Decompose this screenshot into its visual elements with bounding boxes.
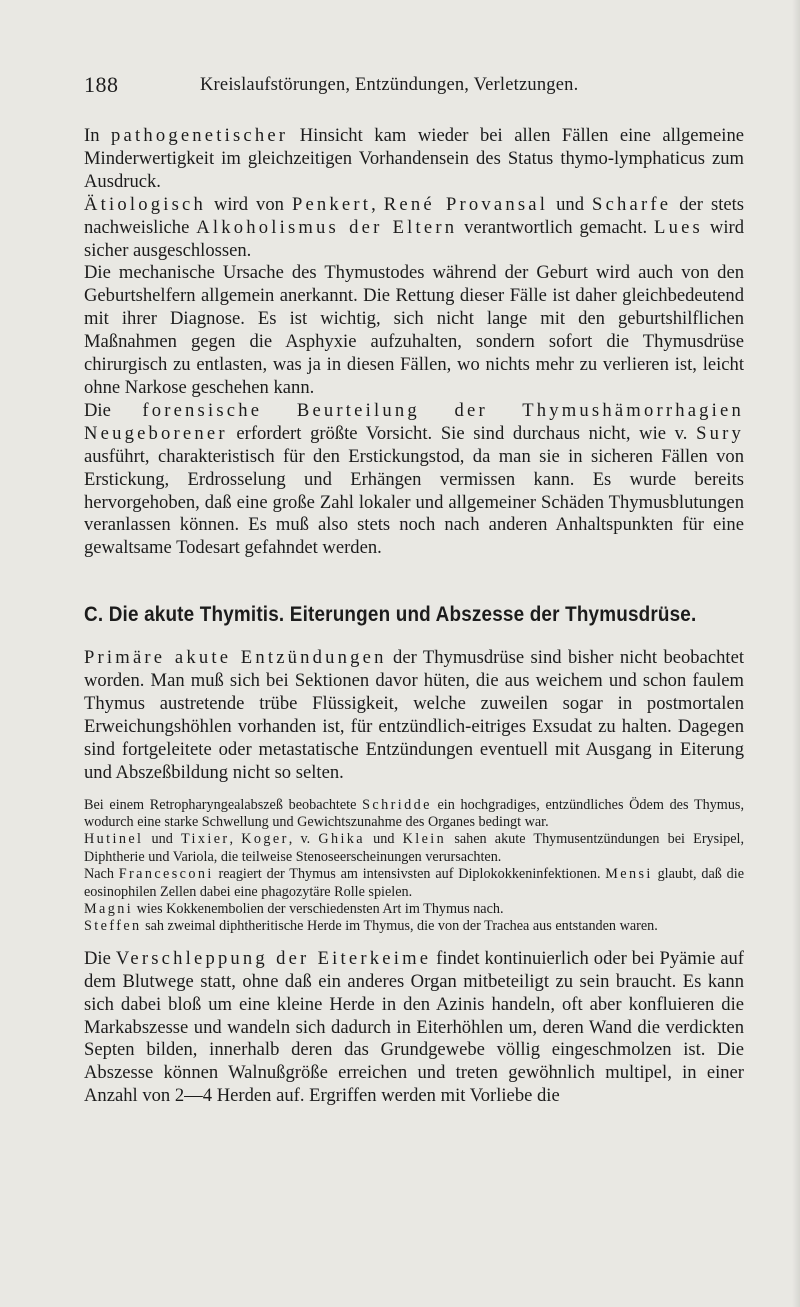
text-run: Nach (84, 866, 119, 883)
small-print-notes (84, 797, 744, 936)
text-run: ein hochgradiges, entzündliches Ödem des Thymus, wodurch eine starke Schwellung und Gewichtszunahme des Organes bedingt war. (84, 796, 744, 830)
paragraph (84, 948, 744, 1108)
author-name: Schridde (362, 796, 432, 813)
text-run: In (84, 125, 112, 146)
author-name: Klein (402, 831, 447, 848)
author-name: Magni (84, 901, 134, 917)
text-run: ausführt, charakteristisch für den Erstickungstod, da man sie in sicheren Fällen von Erstickung, Erdrosselung und Erhängen vermissen kann. Es wurde bereits hervorgehoben, daß eine große Zahl lokaler und allgemeiner Schäden Thymusblutungen veranlassen können. Es muß also stets noch nach anderen Anhaltspunkten für eine gewaltsame Todesart gefahndet werden. (84, 445, 744, 559)
note-paragraph (84, 797, 744, 832)
text-run: und (143, 831, 181, 848)
spaced-term: Ätiologisch (84, 193, 206, 215)
text-run: , (371, 193, 384, 215)
text-run: Die (84, 947, 116, 969)
author-name: Penkert (291, 193, 372, 215)
page-edge-shadow (792, 0, 800, 1307)
text-run: wies Kokkenembolien der verschiedensten Art im Thymus nach. (133, 901, 504, 917)
spaced-term: Verschleppung der Eiterkeime (115, 947, 432, 969)
author-name: Hutinel (84, 831, 144, 848)
text-run: und (365, 831, 403, 848)
spaced-term: Lues (654, 216, 703, 238)
author-name: Tixier (180, 831, 230, 848)
text-run: verantwortlich gemacht. (457, 216, 655, 238)
page-number: 188 (84, 72, 119, 97)
page-header (84, 72, 744, 103)
author-name: Mensi (605, 866, 653, 883)
section-heading: C. Die akute Thymitis. Eiterungen und Abszesse der Thymusdrüse. (84, 603, 697, 627)
author-name: Sury (696, 422, 744, 444)
spaced-term: Primäre akute Entzündungen (84, 647, 387, 669)
paragraph (84, 125, 744, 194)
paragraph: Die mechanische Ursache des Thymustodes während der Geburt wird auch von den Geburtshelfern allgemein anerkannt. Die Rettung dieser Fälle ist daher gleichbedeutend mit ihrer Diagnose. Es ist wichtig, sich nicht lange mit den geburtshilflichen Maßnahmen gegen die Asphyxie aufzuhalten, sondern sofort die Thymusdrüse chirurgisch zu entlasten, was ja in diesen Fällen, wo nichts mehr zu verlieren ist, leicht ohne Narkose geschehen kann. (84, 262, 744, 398)
text-run: findet kontinuierlich oder bei Pyämie auf dem Blutwege statt, ohne daß ein anderes Organ mitbeteiligt zu sein braucht. Es kann sich dabei bloß um eine kleine Herde in den Azinis handeln, oft aber konfluieren die Markabszesse und wandeln sich dadurch in Eiterhöhlen um, deren Wand die verdickten Septen bilden, innerhalb deren das Grundgewebe völlig eingeschmolzen ist. Die Abszesse können Walnußgröße erreichen und treten gewöhnlich multipel, in einer Anzahl von 2—4 Herden auf. Ergriffen werden mit Vorliebe die (84, 947, 744, 1107)
text-run: , v. (288, 831, 319, 848)
text-run: wird sicher ausgeschlossen. (84, 216, 745, 261)
paragraph (84, 647, 744, 784)
author-name: Koger (241, 831, 289, 848)
text-run: glaubt, daß die eosinophilen Zellen dabei eine phagozytäre Rolle spielen. (84, 866, 745, 900)
text-run: Bei einem Retropharyngealabszeß beobachtete (84, 796, 363, 813)
running-title: Kreislaufstörungen, Entzündungen, Verletzungen. (200, 75, 579, 95)
note-paragraph (84, 901, 744, 918)
note-paragraph (84, 918, 744, 935)
text-run: reagiert der Thymus am intensivsten auf Diplokokkeninfektionen. (213, 866, 606, 883)
text-run: sah zweimal diphtheritische Herde im Thymus, die von der Trachea aus entstanden waren. (141, 918, 658, 935)
main-text (84, 125, 744, 1108)
paragraph (84, 194, 744, 263)
spaced-term: pathogenetischer (111, 125, 289, 146)
text-run: wird von (205, 193, 292, 215)
author-name: Steffen (84, 918, 142, 935)
note-paragraph (84, 866, 744, 901)
spaced-term: forensische Beurteilung der Thymushämorrhagien Neugeborener (84, 399, 744, 444)
text-run: , (229, 831, 242, 848)
text-run: und (548, 193, 593, 215)
text-run: der Thymusdrüse sind bisher nicht beobachtet worden. Man muß sich bei Sektionen davor hüten, die aus weichem und schon faulem Thymus austretende trübe Flüssigkeit, welche zuweilen sogar in postmortalen Erweichungshöhlen vorhanden ist, für entzündlich-eitriges Exsudat zu halten. Dagegen sind fortgeleitete oder metastatische Entzündungen eventuell mit Ausgang in Eiterung und Abszeßbildung nicht so selten. (84, 647, 744, 783)
author-name: René Provansal (383, 193, 549, 215)
text-run: Hinsicht kam wieder bei allen Fällen eine allgemeine Minderwertigkeit im gleichzeitigen Vorhandensein des Status thymo-lymphaticus zum Ausdruck. (84, 125, 744, 192)
text-run: erfordert größte Vorsicht. Sie sind durchaus nicht, wie v. (227, 422, 697, 444)
author-name: Scharfe (592, 193, 672, 215)
text-run: der stets nachweisliche (84, 193, 745, 238)
text-run: Die (84, 399, 143, 421)
text-run: sahen akute Thymusentzündungen bei Erysipel, Diphtherie und Variola, die teilweise Stenoseerscheinungen verursachten. (84, 831, 744, 865)
note-paragraph (84, 831, 744, 866)
author-name: Ghika (318, 831, 366, 848)
paragraph (84, 400, 744, 560)
spaced-term: Alkoholismus der Eltern (196, 216, 458, 238)
author-name: Francesconi (118, 866, 214, 883)
